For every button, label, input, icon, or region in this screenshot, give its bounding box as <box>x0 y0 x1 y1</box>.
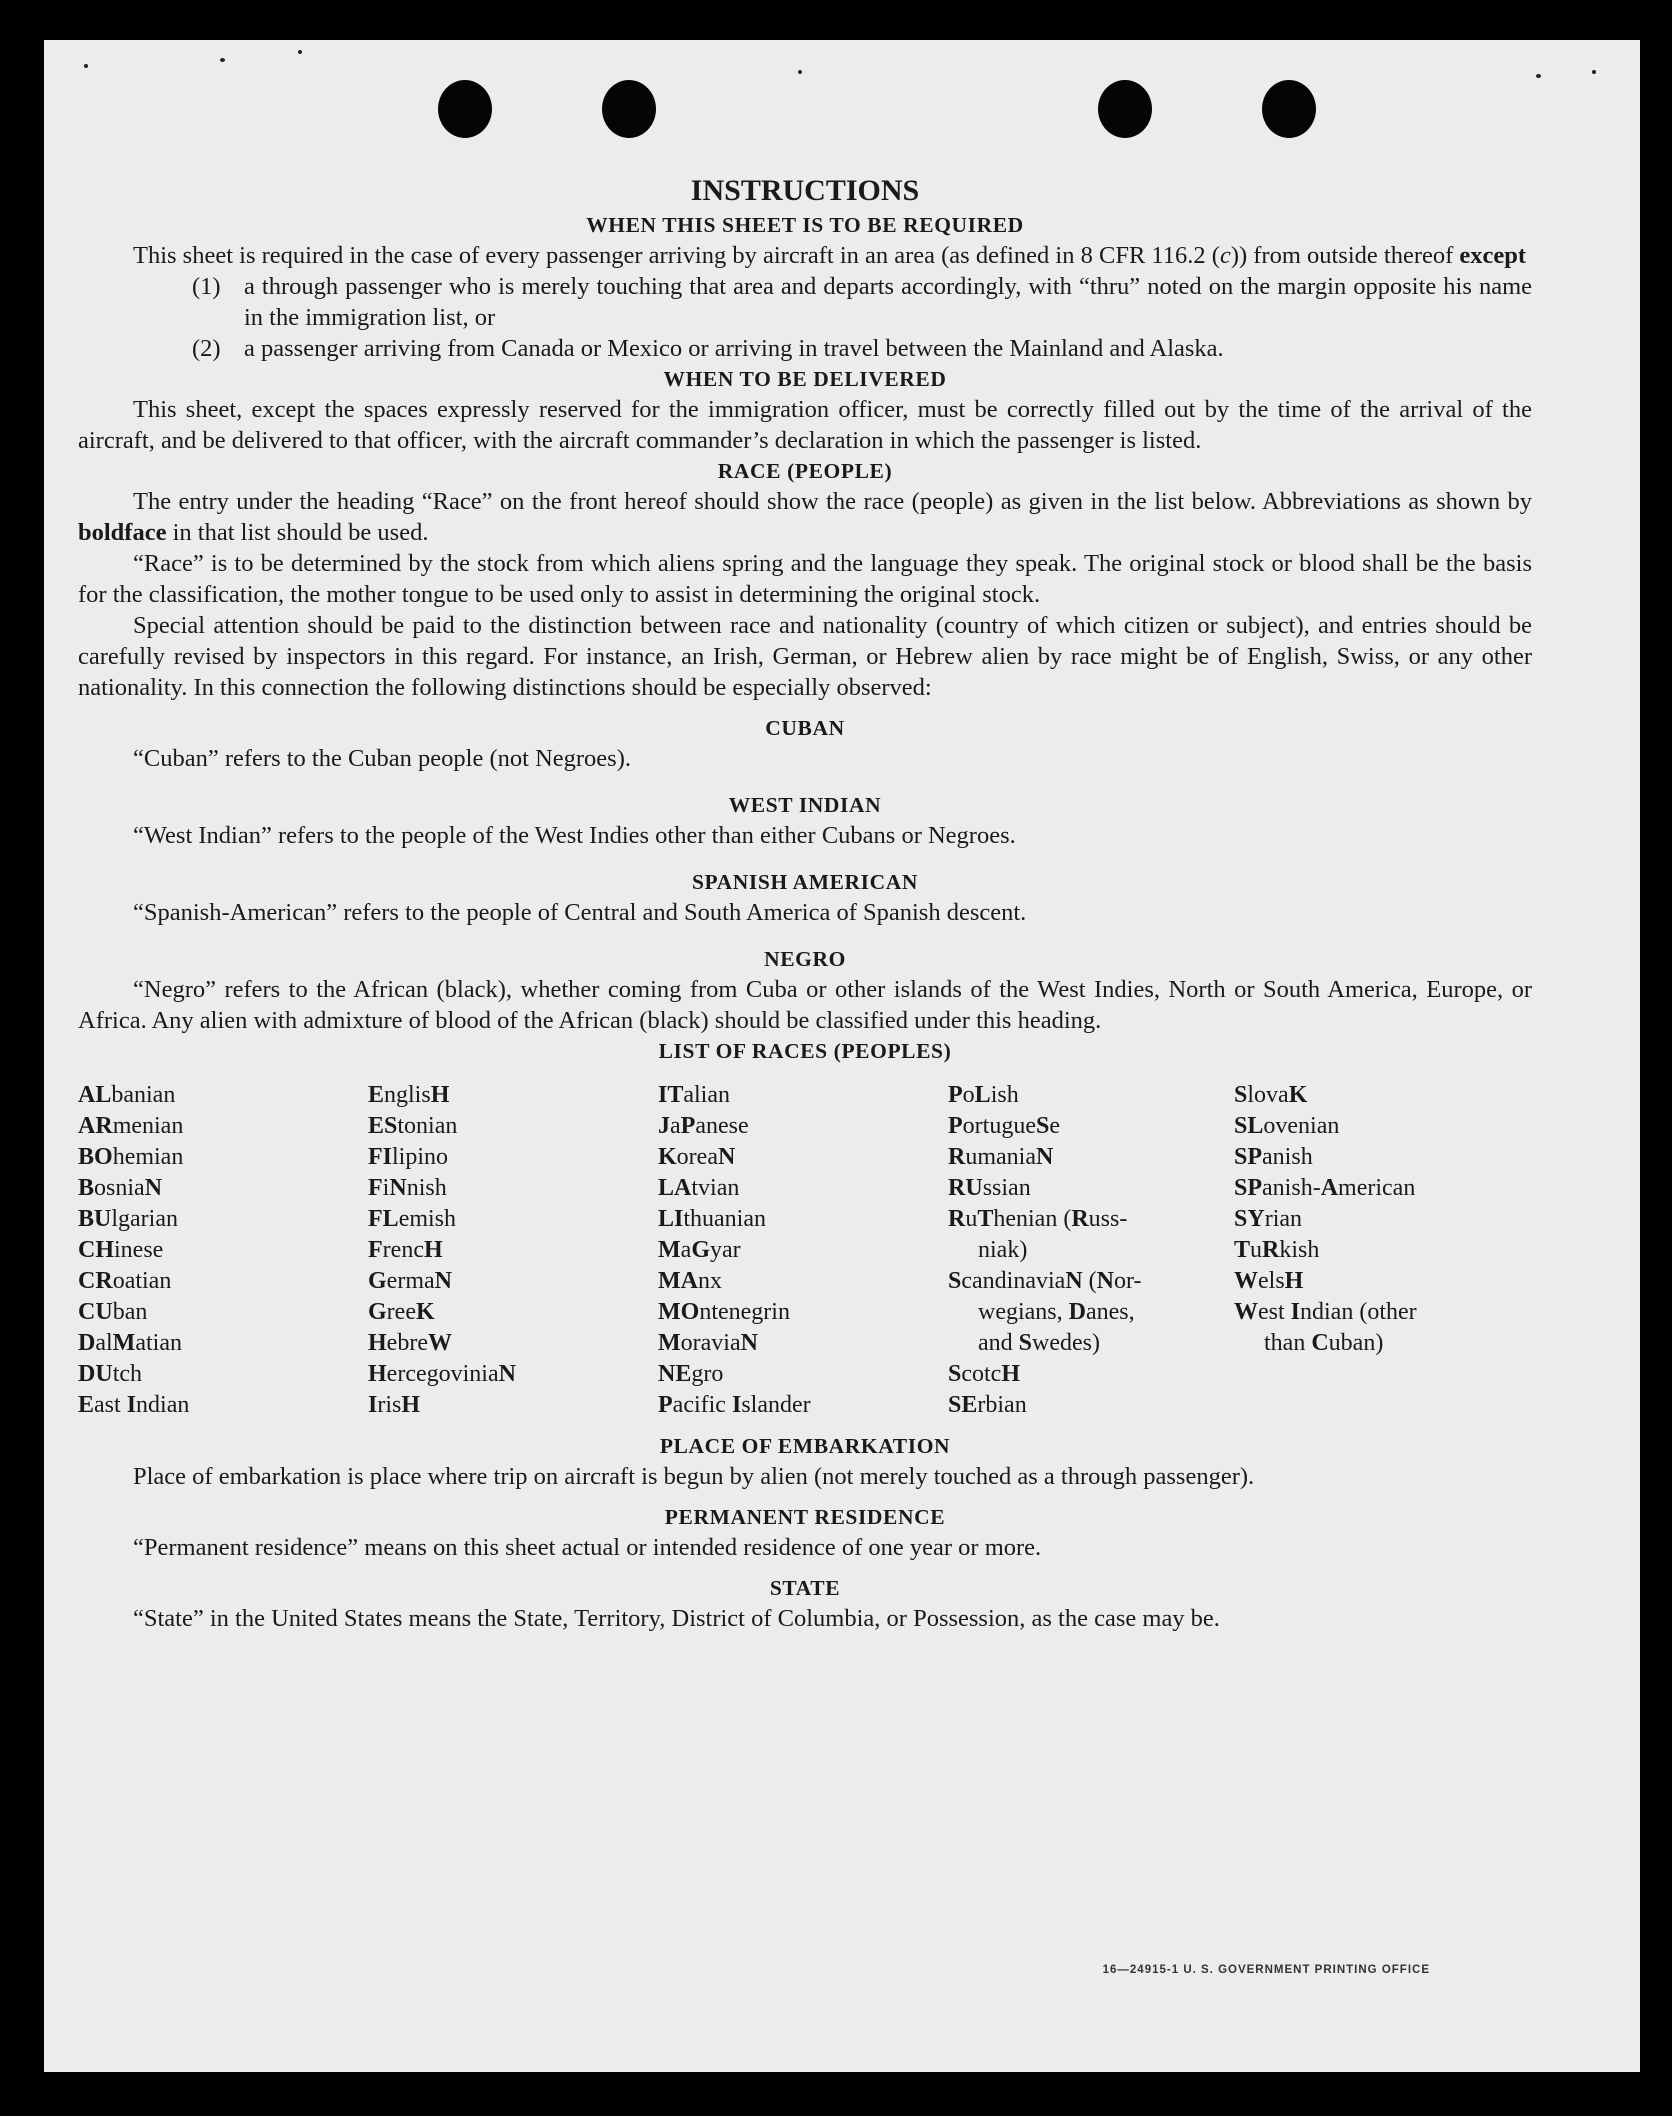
section-heading: WHEN THIS SHEET IS TO BE REQUIRED <box>586 213 1024 237</box>
race-entry: PoLish <box>948 1082 1019 1108</box>
race-entry: RuThenian (Russ- <box>948 1206 1128 1232</box>
race-entry: HebreW <box>368 1330 452 1356</box>
paragraph: This sheet, except the spaces expressly reserved for the immigration officer, must be correctly filled out by the time of the arrival of the aircraft, and be delivered to that officer, with the aircraft commander’s declaration in which the passenger is listed. <box>78 396 1532 454</box>
race-entry: West Indian (other <box>1234 1299 1417 1325</box>
race-entry: BOhemian <box>78 1144 184 1170</box>
race-entry: JaPanese <box>658 1113 749 1139</box>
race-entry: ITalian <box>658 1082 730 1108</box>
speck <box>84 64 88 68</box>
speck <box>298 50 302 54</box>
list-number: (2) <box>192 335 221 362</box>
race-entry: IrisH <box>368 1392 421 1418</box>
race-entry: SPanish <box>1234 1144 1313 1170</box>
section-heading: STATE <box>769 1576 841 1600</box>
race-entry: LIthuanian <box>658 1206 766 1232</box>
section-heading: RACE (PEOPLE) <box>717 459 893 483</box>
race-entry: FrencH <box>368 1237 443 1263</box>
race-entry: CHinese <box>78 1237 164 1263</box>
race-entry: RumaniaN <box>948 1144 1054 1170</box>
race-entry: HercegoviniaN <box>368 1361 516 1387</box>
race-entry: MoraviaN <box>658 1330 758 1356</box>
race-entry: DUtch <box>78 1361 143 1387</box>
race-entry: PortugueSe <box>948 1113 1060 1139</box>
paragraph: Place of embarkation is place where trip on aircraft is begun by alien (not merely touched as a through passenger). <box>133 1463 1255 1490</box>
list-text: a through passenger who is merely touching that area and departs accordingly, with “thru” noted on the margin opposite his name in the immigration list, or <box>244 273 1532 331</box>
race-entry: ScotcH <box>948 1361 1021 1387</box>
race-entry: TuRkish <box>1234 1237 1320 1263</box>
race-entry: DalMatian <box>78 1330 182 1356</box>
race-entry: FiNnish <box>368 1175 447 1201</box>
punch-hole <box>1262 80 1316 138</box>
race-entry: WelsH <box>1234 1268 1304 1294</box>
section-heading: CUBAN <box>765 716 845 740</box>
paragraph: “Cuban” refers to the Cuban people (not Negroes). <box>133 745 631 772</box>
list-item <box>78 271 1532 333</box>
race-entry: GermaN <box>368 1268 452 1294</box>
paragraph: “Race” is to be determined by the stock from which aliens spring and the language they speak. The original stock or blood shall be the basis for the classification, the mother tongue to be used only to assist in determining the original stock. <box>78 550 1532 608</box>
instructions-content <box>78 172 1532 1634</box>
race-entry: MAnx <box>658 1268 722 1294</box>
race-entry: Pacific Islander <box>658 1392 811 1418</box>
race-entry: LAtvian <box>658 1175 740 1201</box>
section-heading: PLACE OF EMBARKATION <box>659 1434 951 1458</box>
punch-hole <box>1098 80 1152 138</box>
race-entry: wegians, Danes, <box>978 1299 1135 1325</box>
race-entry: MOntenegrin <box>658 1299 790 1325</box>
race-entry: FIlipino <box>368 1144 449 1170</box>
race-entry: KoreaN <box>658 1144 736 1170</box>
race-entry: GreeK <box>368 1299 435 1325</box>
paragraph: “Spanish-American” refers to the people of Central and South America of Spanish descent. <box>133 899 1027 926</box>
race-column <box>78 1080 368 1421</box>
speck <box>220 58 225 62</box>
race-list <box>78 1080 1532 1421</box>
race-entry: SErbian <box>948 1392 1027 1418</box>
race-entry: East Indian <box>78 1392 190 1418</box>
race-entry: EStonian <box>368 1113 458 1139</box>
punch-hole <box>602 80 656 138</box>
paragraph: “Negro” refers to the African (black), whether coming from Cuba or other islands of the West Indies, North or South America, Europe, or Africa. Any alien with admixture of blood of the African (black) should be classified under this heading. <box>78 976 1532 1034</box>
race-entry: CUban <box>78 1299 148 1325</box>
paragraph: The entry under the heading “Race” on the front hereof should show the race (people) as given in the list below. Abbreviations as shown by boldface in that list should be used. <box>78 488 1532 546</box>
race-entry: and Swedes) <box>978 1330 1100 1356</box>
paragraph: “West Indian” refers to the people of the West Indies other than either Cubans or Negroes. <box>133 822 1016 849</box>
race-entry: ScandinaviaN (Nor- <box>948 1268 1142 1294</box>
paragraph: “Permanent residence” means on this sheet actual or intended residence of one year or more. <box>133 1534 1042 1561</box>
race-entry: MaGyar <box>658 1237 741 1263</box>
speck <box>1592 70 1596 74</box>
list-item <box>78 333 1532 364</box>
list-text: a passenger arriving from Canada or Mexico or arriving in travel between the Mainland and Alaska. <box>244 335 1224 362</box>
section-heading: NEGRO <box>764 947 846 971</box>
section-heading: SPANISH AMERICAN <box>691 870 919 894</box>
section-heading: WHEN TO BE DELIVERED <box>663 367 947 391</box>
race-entry: SPanish-American <box>1234 1175 1416 1201</box>
section-heading: PERMANENT RESIDENCE <box>664 1505 946 1529</box>
race-column <box>1234 1080 1532 1421</box>
section-heading: LIST OF RACES (PEOPLES) <box>658 1039 952 1063</box>
race-entry: BUlgarian <box>78 1206 178 1232</box>
document-page <box>44 40 1640 2072</box>
race-entry: CRoatian <box>78 1268 172 1294</box>
race-entry: BosniaN <box>78 1175 163 1201</box>
race-entry: SlovaK <box>1234 1082 1308 1108</box>
race-entry: FLemish <box>368 1206 457 1232</box>
paragraph: This sheet is required in the case of every passenger arriving by aircraft in an area (as defined in 8 CFR 116.2 (c)) from outside thereof except <box>133 242 1527 269</box>
race-entry: ARmenian <box>78 1113 184 1139</box>
page-title: INSTRUCTIONS <box>690 174 920 207</box>
race-entry: SYrian <box>1234 1206 1303 1232</box>
speck <box>798 70 802 74</box>
race-column <box>368 1080 658 1421</box>
list-number: (1) <box>192 273 221 300</box>
race-column <box>948 1080 1234 1421</box>
printing-office-footer: 16—24915-1 U. S. GOVERNMENT PRINTING OFFICE <box>1102 1964 1430 1976</box>
race-entry: NEgro <box>658 1361 724 1387</box>
punch-hole <box>438 80 492 138</box>
race-entry: niak) <box>978 1237 1028 1263</box>
paragraph: Special attention should be paid to the distinction between race and nationality (country of which citizen or subject), and entries should be carefully revised by inspectors in this regard. For instance, an Irish, German, or Hebrew alien by race might be of English, Swiss, or any other nationality. In this connection the following distinctions should be especially observed: <box>78 612 1532 701</box>
race-entry: EnglisH <box>368 1082 450 1108</box>
race-column <box>658 1080 948 1421</box>
race-entry: ALbanian <box>78 1082 176 1108</box>
race-entry: SLovenian <box>1234 1113 1340 1139</box>
speck <box>1536 74 1541 78</box>
section-heading: WEST INDIAN <box>728 793 882 817</box>
race-entry: RUssian <box>948 1175 1031 1201</box>
paragraph: “State” in the United States means the State, Territory, District of Columbia, or Possession, as the case may be. <box>133 1605 1220 1632</box>
race-entry: than Cuban) <box>1264 1330 1384 1356</box>
